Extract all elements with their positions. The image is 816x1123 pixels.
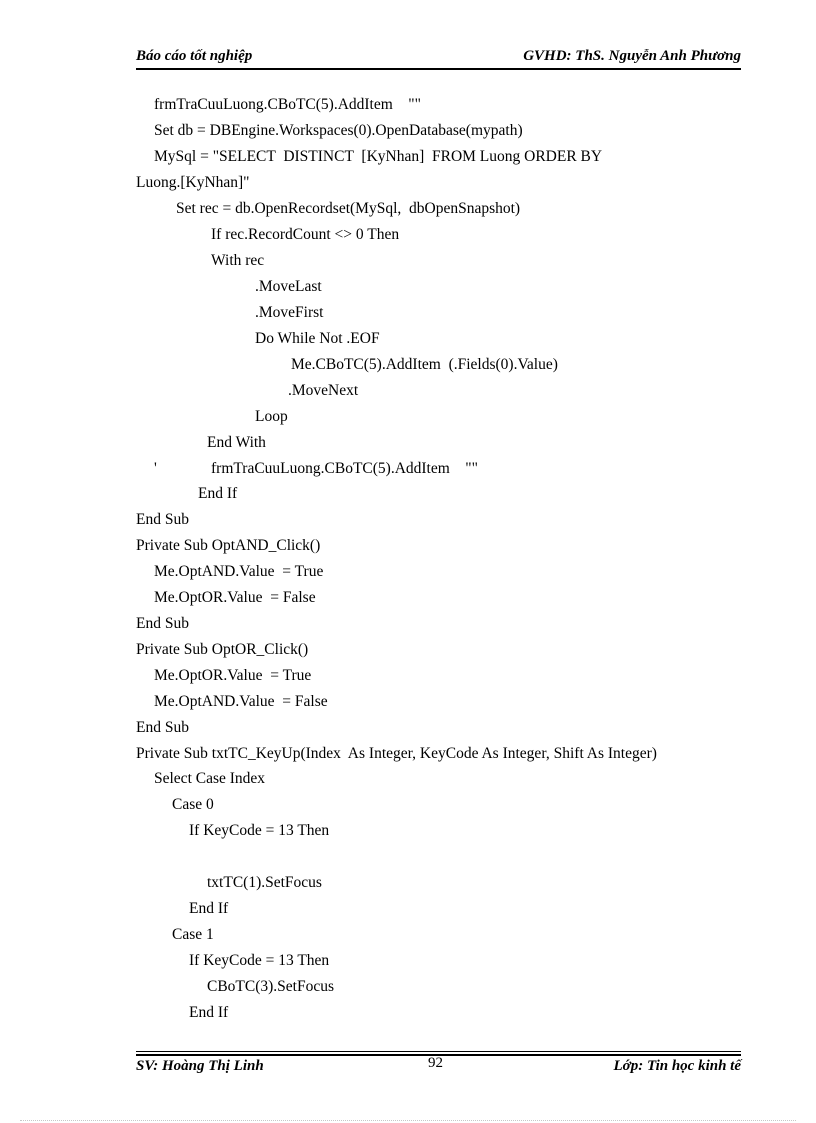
code-line: End If: [198, 485, 238, 502]
code-line: End Sub: [136, 511, 189, 528]
code-line: frmTraCuuLuong.CBoTC(5).AddItem "": [154, 96, 421, 113]
code-line: If KeyCode = 13 Then: [189, 822, 330, 839]
code-line: .MoveFirst: [255, 304, 324, 321]
comment-mark: ': [154, 460, 157, 477]
code-line: If KeyCode = 13 Then: [189, 952, 330, 969]
code-line: Private Sub OptAND_Click(): [136, 537, 321, 554]
code-line: .MoveNext: [288, 382, 359, 399]
code-line: Me.OptAND.Value = True: [154, 563, 324, 580]
header-supervisor: GVHD: ThS. Nguyễn Anh Phương: [523, 48, 741, 64]
header-report-title: Báo cáo tốt nghiệp: [136, 48, 253, 64]
code-line: frmTraCuuLuong.CBoTC(5).AddItem "": [211, 460, 478, 477]
code-line: Me.OptAND.Value = False: [154, 693, 328, 710]
code-line: End If: [189, 1004, 229, 1021]
code-line: Select Case Index: [154, 770, 266, 787]
code-line: Private Sub OptOR_Click(): [136, 641, 309, 658]
page-bottom-dotted-line: [20, 1120, 796, 1121]
code-line: Set db = DBEngine.Workspaces(0).OpenDatabase(mypath): [154, 122, 523, 139]
code-line: With rec: [211, 252, 265, 269]
code-line: Do While Not .EOF: [255, 330, 380, 347]
footer-class: Lớp: Tin học kinh tế: [613, 1058, 741, 1074]
code-line: Set rec = db.OpenRecordset(MySql, dbOpenSnapshot): [176, 200, 521, 217]
code-line: CBoTC(3).SetFocus: [207, 978, 335, 995]
code-line: If rec.RecordCount <> 0 Then: [211, 226, 400, 243]
code-line: Case 0: [172, 796, 214, 813]
code-line: End Sub: [136, 615, 189, 632]
code-line: txtTC(1).SetFocus: [207, 874, 322, 891]
footer-divider: [136, 1051, 741, 1052]
footer-student: SV: Hoàng Thị Linh: [136, 1058, 264, 1074]
page-number: 92: [428, 1055, 443, 1071]
code-line: Private Sub txtTC_KeyUp(Index As Integer, KeyCode As Integer, Shift As Integer): [136, 745, 657, 762]
code-line: End If: [189, 900, 229, 917]
code-line: End Sub: [136, 719, 189, 736]
page-header: [136, 48, 741, 68]
code-line: Me.CBoTC(5).AddItem (.Fields(0).Value): [291, 356, 558, 373]
code-line: Loop: [255, 408, 288, 425]
code-line: Luong.[KyNhan]": [136, 174, 250, 191]
code-line: Case 1: [172, 926, 214, 943]
code-line: Me.OptOR.Value = False: [154, 589, 316, 606]
header-divider: [136, 68, 741, 70]
code-line: .MoveLast: [255, 278, 322, 295]
code-line: End With: [207, 434, 266, 451]
code-line: Me.OptOR.Value = True: [154, 667, 312, 684]
code-line: MySql = "SELECT DISTINCT [KyNhan] FROM Luong ORDER BY: [154, 148, 603, 165]
